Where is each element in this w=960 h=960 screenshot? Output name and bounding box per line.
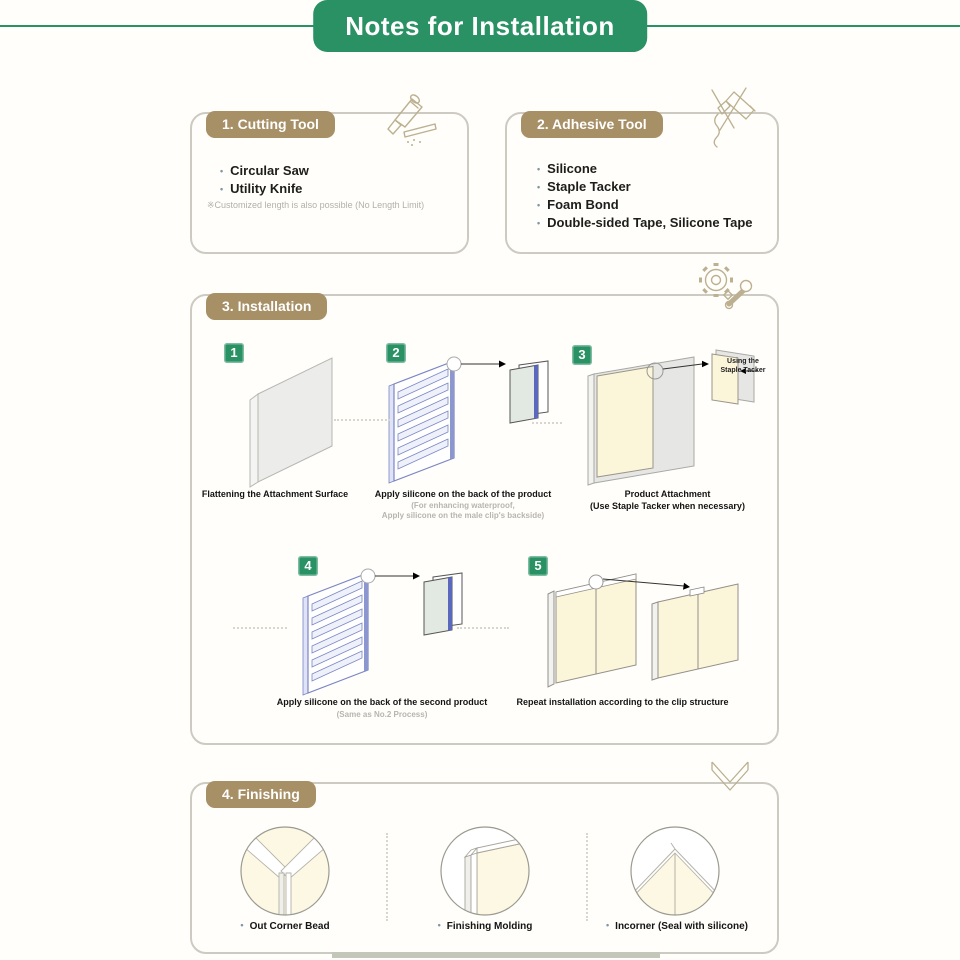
step-3-subcaption: (Use Staple Tacker when necessary) — [590, 501, 745, 511]
out-corner-bead-diagram — [237, 823, 333, 919]
step-4-subcaption: (Same as No.2 Process) — [336, 710, 428, 719]
step-separator-dots — [334, 419, 390, 421]
step-3-badge: 3 — [572, 345, 592, 365]
step-2-subcaption: (For enhancing waterproof, — [411, 501, 515, 510]
corner-trim-icon — [706, 756, 754, 804]
bottom-edge-band — [332, 952, 660, 958]
step-2-caption: Apply silicone on the back of the product — [374, 489, 552, 499]
cutting-note: ※Customized length is also possible (No Length Limit) — [207, 200, 425, 210]
section-adhesive-tool-label: 2. Adhesive Tool — [521, 111, 663, 138]
step-3-annotation — [716, 357, 770, 375]
finishing-separator-dots — [586, 833, 588, 921]
step-4-caption: Apply silicone on the back of the second product — [276, 697, 488, 707]
list-item: • Staple Tacker — [537, 178, 753, 196]
adhesive-tool-list — [537, 160, 753, 232]
step-4-diagram — [296, 564, 471, 699]
list-item: • Foam Bond — [537, 196, 753, 214]
list-item: • Double-sided Tape, Silicone Tape — [537, 214, 753, 232]
step-5-diagram — [538, 560, 748, 695]
silicone-gun-icon — [700, 84, 766, 150]
section-cutting-tool-label: 1. Cutting Tool — [206, 111, 335, 138]
section-finishing-label: 4. Finishing — [206, 781, 316, 808]
incorner-diagram — [627, 823, 723, 919]
step-separator-dots — [532, 422, 562, 424]
utility-knife-icon — [378, 86, 440, 148]
step-2-diagram — [382, 352, 557, 487]
annotation-line: Using the — [727, 358, 759, 365]
finishing-item-label: • Incorner (Seal with silicone) — [592, 920, 762, 932]
step-separator-dots — [457, 627, 509, 629]
cutting-tool-list — [220, 162, 309, 198]
page-title: Notes for Installation — [313, 0, 647, 52]
gear-wrench-icon — [692, 258, 756, 322]
step-2-badge: 2 — [386, 343, 406, 363]
step-1-badge: 1 — [224, 343, 244, 363]
finishing-item-label: • Finishing Molding — [417, 920, 553, 932]
step-5-caption: Repeat installation according to the clip structure — [516, 697, 729, 707]
list-item: • Circular Saw — [220, 162, 309, 180]
finishing-molding-diagram — [437, 823, 533, 919]
list-item: • Silicone — [537, 160, 753, 178]
step-2-subcaption: Apply silicone on the male clip's backside) — [381, 511, 545, 520]
step-1-diagram — [228, 350, 348, 490]
finishing-separator-dots — [386, 833, 388, 921]
section-installation-label: 3. Installation — [206, 293, 327, 320]
step-1-caption: Flattening the Attachment Surface — [201, 489, 349, 499]
step-separator-dots — [233, 627, 287, 629]
list-item: • Utility Knife — [220, 180, 309, 198]
step-5-badge: 5 — [528, 556, 548, 576]
annotation-line: Staple Tacker — [720, 367, 766, 374]
finishing-item-label: • Out Corner Bead — [215, 920, 355, 932]
step-3-caption: Product Attachment — [624, 489, 711, 499]
step-4-badge: 4 — [298, 556, 318, 576]
